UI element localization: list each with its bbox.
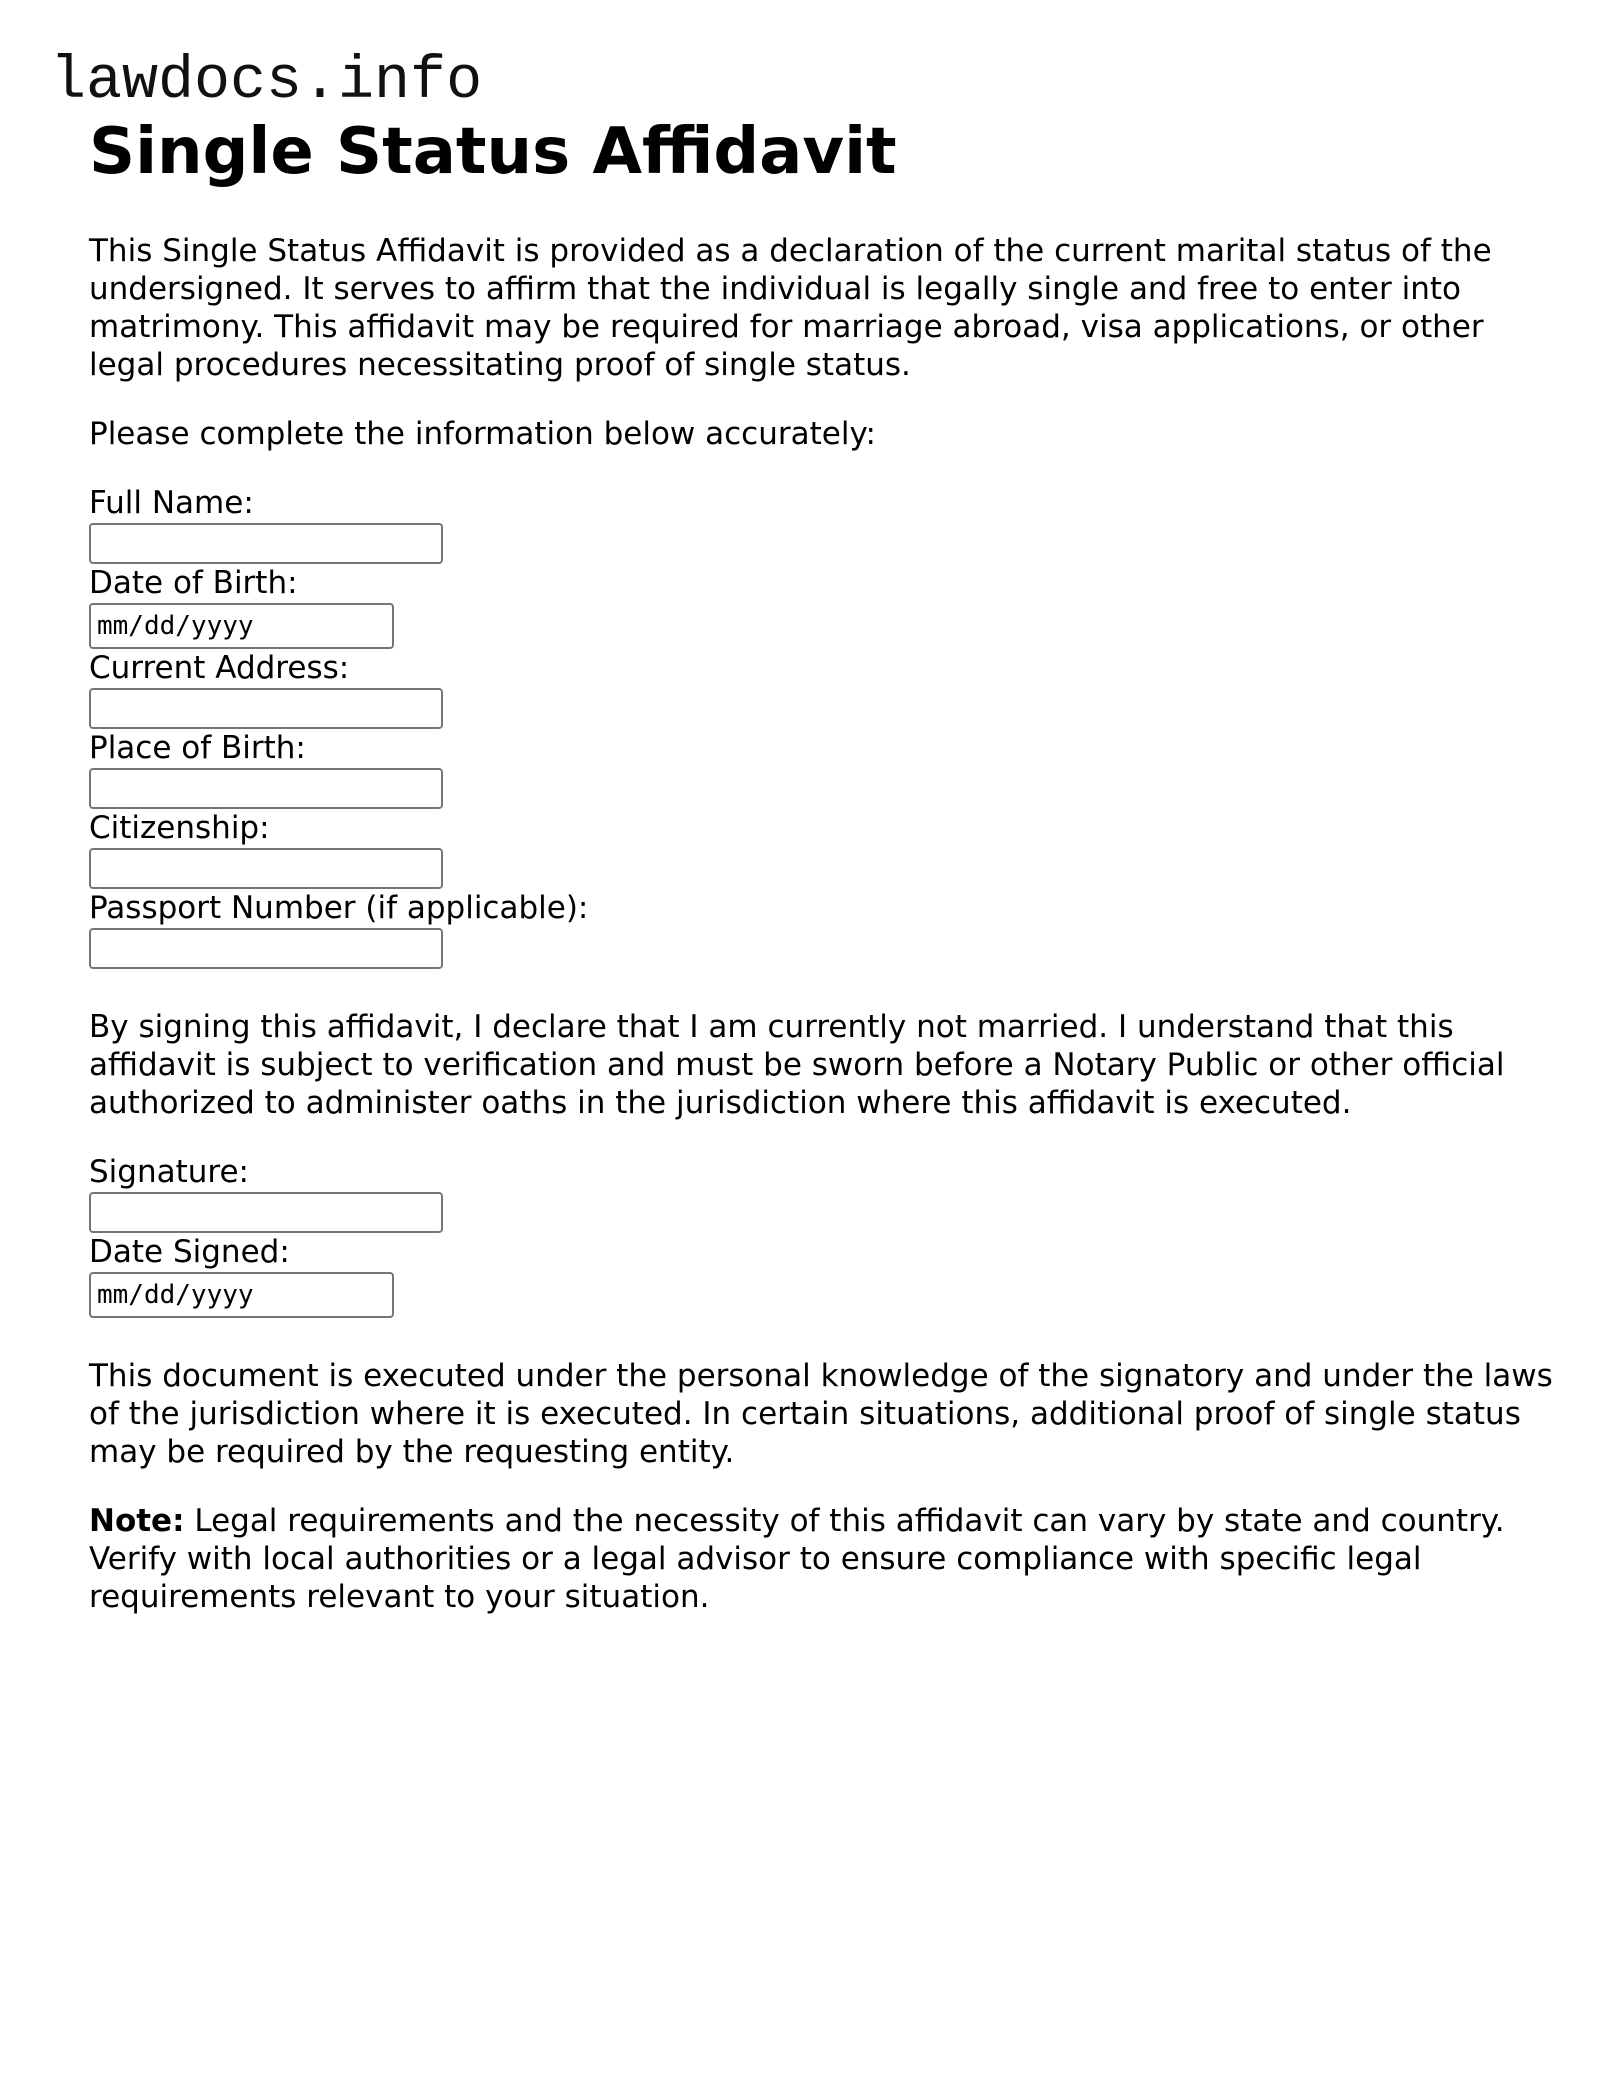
note-paragraph — [89, 1502, 1559, 1616]
date-of-birth-input[interactable]: mm/dd/yyyy — [89, 603, 394, 649]
date-of-birth-label: Date of Birth: — [89, 565, 298, 601]
note-label: Note: — [89, 1503, 185, 1539]
passport-number-label: Passport Number (if applicable): — [89, 890, 589, 926]
current-address-label: Current Address: — [89, 650, 350, 686]
current-address-input[interactable] — [89, 688, 443, 729]
note-text: Legal requirements and the necessity of this affidavit can vary by state and country. Verify with local authorities or a legal advisor to ensure compliance with specific legal requirements relevant to your situation. — [89, 1503, 1505, 1615]
citizenship-label: Citizenship: — [89, 810, 270, 846]
intro-paragraph: This Single Status Affidavit is provided as a declaration of the current marital status of the undersigned. It serves to affirm that the individual is legally single and free to enter into matrimony. This affidavit may be required for marriage abroad, visa applications, or other legal procedures necessitating proof of single status. — [89, 233, 1492, 383]
personal-info-form — [89, 484, 1559, 969]
affidavit-document — [89, 112, 1559, 1616]
full-name-label: Full Name: — [89, 485, 254, 521]
signature-form — [89, 1153, 1559, 1318]
instruction-text: Please complete the information below accurately: — [89, 416, 876, 452]
signature-field-group — [89, 1153, 1559, 1233]
full-name-field-group — [89, 484, 1559, 564]
passport-number-input[interactable] — [89, 928, 443, 969]
date-of-birth-field-group — [89, 564, 1559, 649]
page-title: Single Status Affidavit — [89, 115, 897, 189]
date-signed-field-group — [89, 1233, 1559, 1318]
declaration-paragraph: By signing this affidavit, I declare that I am currently not married. I understand that this affidavit is subject to verification and must be sworn before a Notary Public or other official authorized to administer oaths in the jurisdiction where this affidavit is executed. — [89, 1009, 1505, 1121]
date-signed-label: Date Signed: — [89, 1234, 290, 1270]
date-signed-input[interactable]: mm/dd/yyyy — [89, 1272, 394, 1318]
signature-input[interactable] — [89, 1192, 443, 1233]
place-of-birth-field-group — [89, 729, 1559, 809]
signature-label: Signature: — [89, 1154, 249, 1190]
site-watermark: lawdocs.info — [50, 48, 483, 116]
citizenship-input[interactable] — [89, 848, 443, 889]
place-of-birth-input[interactable] — [89, 768, 443, 809]
current-address-field-group — [89, 649, 1559, 729]
full-name-input[interactable] — [89, 523, 443, 564]
execution-paragraph: This document is executed under the personal knowledge of the signatory and under the laws of the jurisdiction where it is executed. In certain situations, additional proof of single status may be required by the requesting entity. — [89, 1358, 1553, 1470]
citizenship-field-group — [89, 809, 1559, 889]
place-of-birth-label: Place of Birth: — [89, 730, 306, 766]
passport-number-field-group — [89, 889, 1559, 969]
